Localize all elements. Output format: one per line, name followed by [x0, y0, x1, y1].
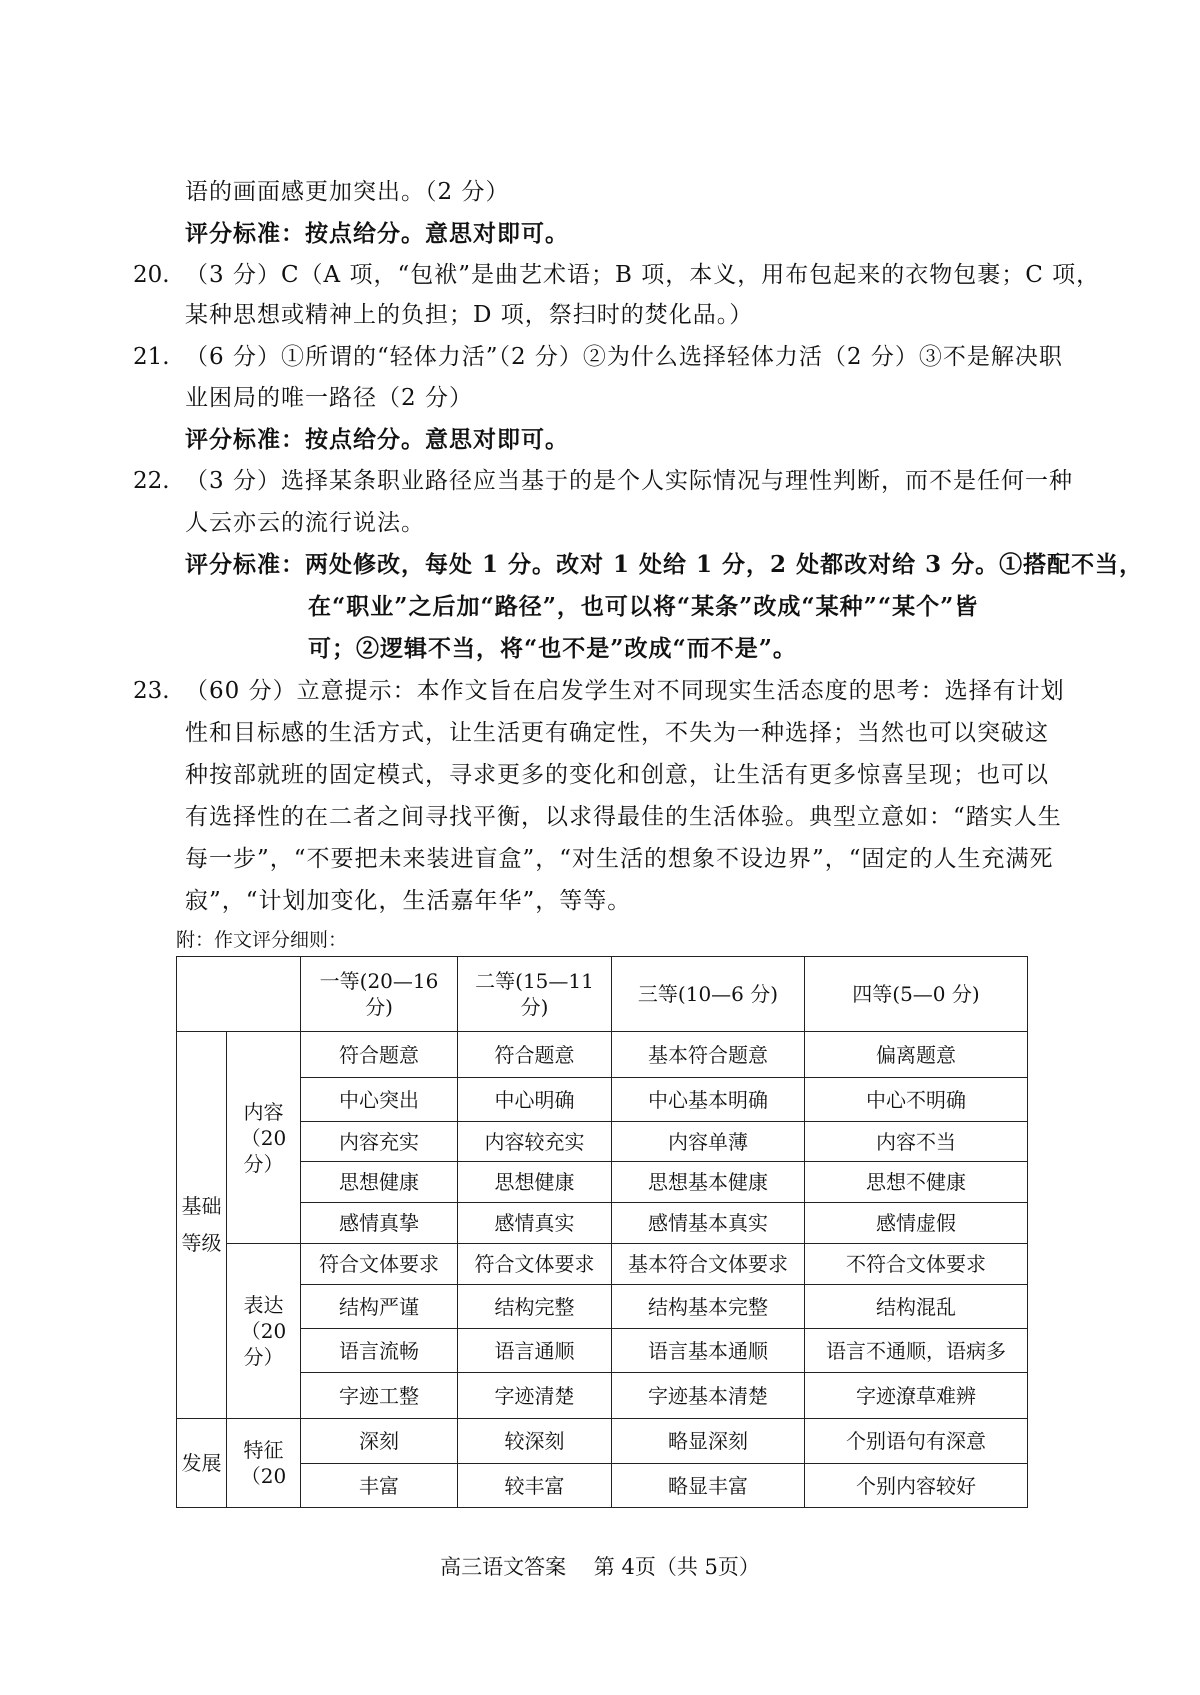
- table-cell: 偏离题意: [805, 1032, 1028, 1078]
- scoring-standard: 评分标准：两处修改，每处 1 分。改对 1 处给 1 分，2 处都改对给 3 分。①搭配不当，: [185, 551, 1144, 578]
- appendix-title: 附：作文评分细则：: [176, 929, 348, 951]
- table-row: [177, 1244, 1028, 1285]
- scoring-standard: 评分标准：按点给分。意思对即可。: [185, 426, 569, 453]
- answer-23-line-1: （60 分）立意提示：本作文旨在启发学生对不同现实生活态度的思考：选择有计划: [185, 678, 1065, 704]
- essay-scoring-table: [176, 956, 1028, 1508]
- header-grade-4: 四等(5—0 分): [805, 957, 1028, 1032]
- answer-23-line-2: 性和目标感的生活方式，让生活更有确定性，不失为一种选择；当然也可以突破这: [185, 720, 1049, 746]
- table-cell: 中心明确: [458, 1078, 612, 1122]
- table-cell: 感情真挚: [301, 1203, 458, 1244]
- table-row: [177, 1032, 1028, 1078]
- table-cell: 中心不明确: [805, 1078, 1028, 1122]
- table-row: [177, 1464, 1028, 1508]
- table-cell: 结构完整: [458, 1285, 612, 1329]
- table-cell: 个别内容较好: [805, 1464, 1028, 1508]
- table-cell: 内容较充实: [458, 1122, 612, 1162]
- header-grade-2: 二等(15—11 分): [458, 957, 612, 1032]
- question-number-22: 22.: [133, 468, 170, 494]
- table-cell: 感情真实: [458, 1203, 612, 1244]
- answer-21-line-1: （6 分）①所谓的“轻体力活”（2 分）②为什么选择轻体力活（2 分）③不是解决职: [185, 344, 1063, 370]
- table-row: [177, 1122, 1028, 1162]
- sub-expression: 表达（20 分）: [227, 1244, 301, 1419]
- table-cell: 结构混乱: [805, 1285, 1028, 1329]
- table-cell: 个别语句有深意: [805, 1419, 1028, 1464]
- question-number-23: 23.: [133, 678, 170, 704]
- table-cell: 不符合文体要求: [805, 1244, 1028, 1285]
- header-grade-1: 一等(20—16 分): [301, 957, 458, 1032]
- table-cell: 字迹清楚: [458, 1373, 612, 1419]
- scoring-standard-cont: 可；②逻辑不当，将“也不是”改成“而不是”。: [308, 635, 797, 662]
- answer-21-line-2: 业困局的唯一路径（2 分）: [185, 385, 473, 411]
- sub-feature: 特征（20: [227, 1419, 301, 1508]
- table-cell: 语言通顺: [458, 1329, 612, 1373]
- table-row: [177, 1203, 1028, 1244]
- table-corner: [177, 957, 301, 1032]
- answer-continuation: 语的画面感更加突出。（2 分）: [185, 179, 510, 205]
- table-cell: 较深刻: [458, 1419, 612, 1464]
- table-cell: 较丰富: [458, 1464, 612, 1508]
- table-row: [177, 1162, 1028, 1203]
- sub-content: 内容（20 分）: [227, 1032, 301, 1244]
- answer-20-line-2: 某种思想或精神上的负担；D 项，祭扫时的焚化品。）: [185, 302, 754, 328]
- answer-23-line-4: 有选择性的在二者之间寻找平衡，以求得最佳的生活体验。典型立意如：“踏实人生: [185, 804, 1062, 830]
- table-cell: 符合题意: [301, 1032, 458, 1078]
- answer-23-line-6: 寂”，“计划加变化，生活嘉年华”，等等。: [185, 888, 632, 914]
- table-header-row: [177, 957, 1028, 1032]
- table-cell: 内容单薄: [612, 1122, 805, 1162]
- question-number-21: 21.: [133, 344, 170, 370]
- table-cell: 符合题意: [458, 1032, 612, 1078]
- table-cell: 思想健康: [458, 1162, 612, 1203]
- table-cell: 字迹基本清楚: [612, 1373, 805, 1419]
- answer-20-line-1: （3 分）C（A 项，“包袱”是曲艺术语；B 项，本义，用布包起来的衣物包裹；C 项，: [185, 262, 1101, 288]
- table-cell: 思想不健康: [805, 1162, 1028, 1203]
- table-cell: 深刻: [301, 1419, 458, 1464]
- table-cell: 思想健康: [301, 1162, 458, 1203]
- table-cell: 内容充实: [301, 1122, 458, 1162]
- table-cell: 思想基本健康: [612, 1162, 805, 1203]
- question-number-20: 20.: [133, 262, 170, 288]
- table-cell: 丰富: [301, 1464, 458, 1508]
- answer-23-line-5: 每一步”，“不要把未来装进盲盒”，“对生活的想象不设边界”，“固定的人生充满死: [185, 846, 1054, 872]
- table-cell: 略显深刻: [612, 1419, 805, 1464]
- table-cell: 基本符合文体要求: [612, 1244, 805, 1285]
- table-cell: 符合文体要求: [301, 1244, 458, 1285]
- table-cell: 结构严谨: [301, 1285, 458, 1329]
- table-row: [177, 1373, 1028, 1419]
- table-cell: 语言不通顺，语病多: [805, 1329, 1028, 1373]
- answer-23-line-3: 种按部就班的固定模式，寻求更多的变化和创意，让生活有更多惊喜呈现；也可以: [185, 762, 1049, 788]
- table-cell: 基本符合题意: [612, 1032, 805, 1078]
- table-cell: 符合文体要求: [458, 1244, 612, 1285]
- table-cell: 中心基本明确: [612, 1078, 805, 1122]
- table-cell: 字迹工整: [301, 1373, 458, 1419]
- table-row: [177, 1285, 1028, 1329]
- table-cell: 内容不当: [805, 1122, 1028, 1162]
- table-cell: 感情基本真实: [612, 1203, 805, 1244]
- page-footer: 高三语文答案 第 4页（共 5页）: [440, 1555, 760, 1579]
- table-cell: 语言流畅: [301, 1329, 458, 1373]
- scoring-standard-cont: 在“职业”之后加“路径”，也可以将“某条”改成“某种”“某个”皆: [308, 593, 979, 620]
- answer-22-line-1: （3 分）选择某条职业路径应当基于的是个人实际情况与理性判断，而不是任何一种: [185, 468, 1073, 494]
- table-row: [177, 1078, 1028, 1122]
- table-cell: 语言基本通顺: [612, 1329, 805, 1373]
- table-cell: 略显丰富: [612, 1464, 805, 1508]
- group-development-level: 发展: [177, 1419, 227, 1508]
- table-row: [177, 1329, 1028, 1373]
- table-row: [177, 1419, 1028, 1464]
- header-grade-3: 三等(10—6 分): [612, 957, 805, 1032]
- answer-22-line-2: 人云亦云的流行说法。: [185, 510, 425, 536]
- group-basic-level: 基础等级: [177, 1032, 227, 1419]
- scoring-standard: 评分标准：按点给分。意思对即可。: [185, 220, 569, 247]
- table-cell: 字迹潦草难辨: [805, 1373, 1028, 1419]
- table-cell: 结构基本完整: [612, 1285, 805, 1329]
- table-cell: 感情虚假: [805, 1203, 1028, 1244]
- table-cell: 中心突出: [301, 1078, 458, 1122]
